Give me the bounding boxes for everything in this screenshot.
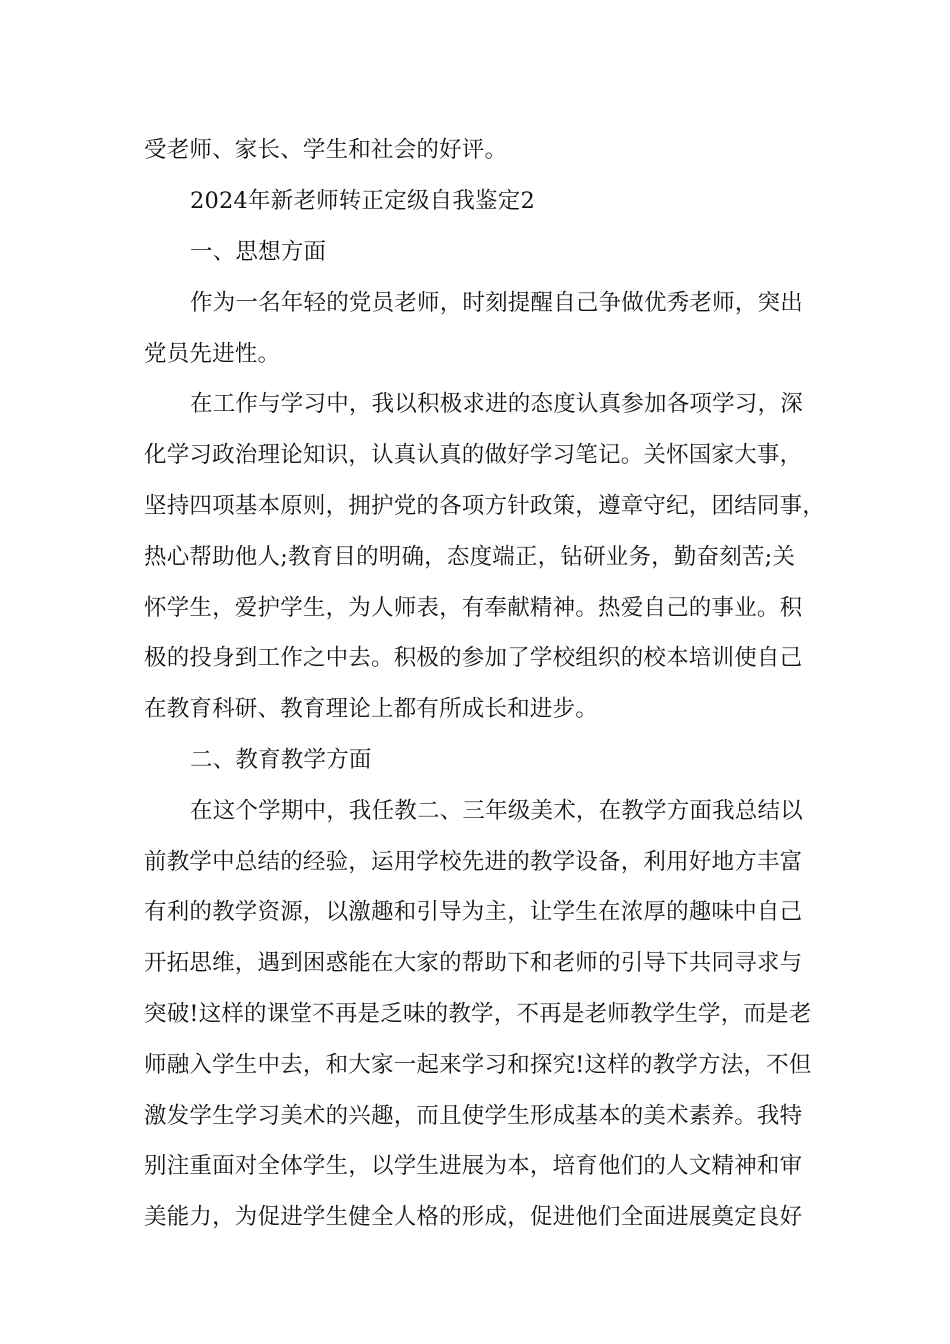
text-line: 在教育科研、教育理论上都有所成长和进步。 — [144, 696, 599, 722]
text-line: 受老师、家长、学生和社会的好评。 — [144, 137, 508, 163]
text-line: 激发学生学习美术的兴趣，而且使学生形成基本的美术素养。我特 — [144, 1103, 803, 1129]
text-line: 前教学中总结的经验，运用学校先进的教学设备，利用好地方丰富 — [144, 849, 803, 875]
text-line: 坚持四项基本原则，拥护党的各项方针政策，遵章守纪，团结同事， — [144, 493, 826, 519]
text-line: 热心帮助他人;教育目的明确，态度端正，钻研业务，勤奋刻苦;关 — [144, 544, 796, 570]
text-line: 化学习政治理论知识，认真认真的做好学习笔记。关怀国家大事， — [144, 442, 803, 468]
text-line: 突破!这样的课堂不再是乏味的教学，不再是老师教学生学，而是老 — [144, 1001, 812, 1027]
text-line: 怀学生，爱护学生，为人师表，有奉献精神。热爱自己的事业。积 — [144, 595, 803, 621]
section-title: 2024年新老师转正定级自我鉴定2 — [190, 188, 535, 214]
text-line: 极的投身到工作之中去。积极的参加了学校组织的校本培训使自己 — [144, 645, 803, 671]
text-line: 在这个学期中，我任教二、三年级美术，在教学方面我总结以 — [190, 798, 803, 824]
text-line: 作为一名年轻的党员老师，时刻提醒自己争做优秀老师，突出 — [190, 290, 803, 316]
text-line: 开拓思维，遇到困惑能在大家的帮助下和老师的引导下共同寻求与 — [144, 950, 803, 976]
section-heading: 一、思想方面 — [190, 239, 327, 265]
text-line: 在工作与学习中，我以积极求进的态度认真参加各项学习，深 — [190, 391, 803, 417]
text-line: 别注重面对全体学生，以学生进展为本，培育他们的人文精神和审 — [144, 1153, 803, 1179]
text-line: 美能力，为促进学生健全人格的形成，促进他们全面进展奠定良好 — [144, 1204, 803, 1230]
section-heading: 二、教育教学方面 — [190, 747, 372, 773]
text-line: 有利的教学资源，以激趣和引导为主，让学生在浓厚的趣味中自己 — [144, 899, 803, 925]
text-line: 师融入学生中去，和大家一起来学习和探究!这样的教学方法，不但 — [144, 1052, 812, 1078]
text-line: 党员先进性。 — [144, 341, 281, 367]
